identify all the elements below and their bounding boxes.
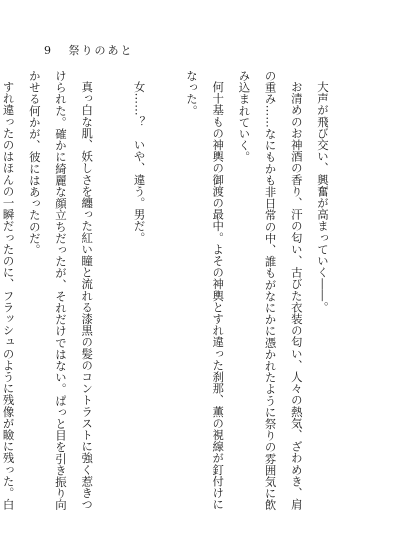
blank-line <box>153 70 179 520</box>
paragraph-2: お清めのお神酒の香り、汗の匂い、古びた衣装の匂い、人々の熱気、ざわめき、肩の重み……なにもかも非日常の中、誰もがなにかに憑かれたように祭りの雰囲気に飲み込まれていく。 <box>237 70 304 511</box>
paragraph-3: 何十基もの神輿の御渡の最中。よその神輿とすれ違った刹那、薫の視線が釘付けになった。 <box>184 70 226 511</box>
paragraph-6: すれ違ったのはほんの一瞬だったのに、フラッシュのように残像が瞼に残った。白 <box>1 81 16 511</box>
vertical-body-text <box>0 70 336 520</box>
paragraph-4: 女……？ いや、違う。男だ。 <box>132 81 147 244</box>
chapter-title: 祭りのあと <box>68 44 134 57</box>
running-header <box>44 42 134 58</box>
page-number: 9 <box>44 44 52 57</box>
paragraph-5: 真っ白な肌、妖しさを纏った紅い瞳と流れる漆黒の髪のコントラストに強く惹きつけられた。確かに綺麗な顔立ちだったが、それだけではない。ぱっと目を引き振り向かせる何かが、彼にはあったのだ。 <box>27 70 95 511</box>
paragraph-1: 大声が飛び交い、興奮が高まっていく――。 <box>316 81 330 314</box>
blank-line <box>100 70 126 520</box>
